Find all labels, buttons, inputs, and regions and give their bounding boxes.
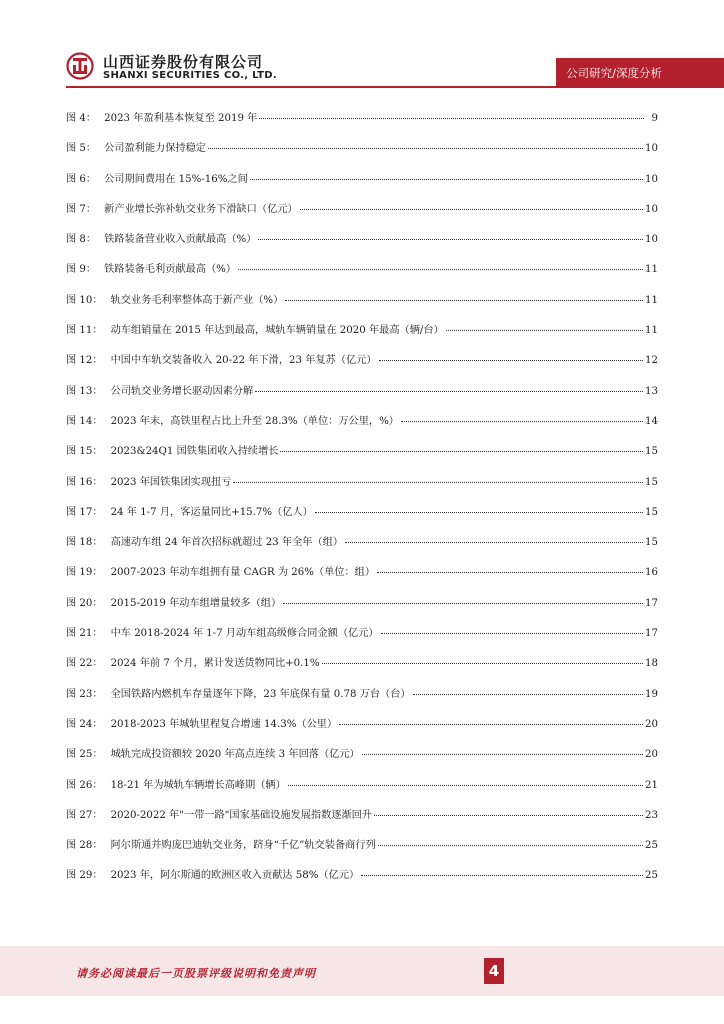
toc-figure-number: 图 8：: [66, 234, 97, 246]
toc-leader-dots: [285, 300, 643, 301]
toc-leader-dots: [208, 148, 643, 149]
toc-figure-title: 2023&24Q1 国铁集团收入持续增长: [110, 446, 279, 458]
toc-page-number: 11: [645, 325, 658, 337]
toc-leader-dots: [255, 391, 643, 392]
toc-page-number: 25: [645, 870, 658, 882]
company-name-cn: 山西证券股份有限公司: [103, 53, 264, 71]
toc-figure-number: 图 12：: [66, 355, 103, 367]
toc-figure-title: 全国铁路内燃机车存量逐年下降，23 年底保有量 0.78 万台（台）: [110, 688, 411, 700]
toc-figure-title: 2023 年末，高铁里程占比上升至 28.3%（单位：万公里，%）: [110, 415, 399, 427]
toc-page-number: 14: [645, 415, 658, 427]
toc-figure-title: 新产业增长弥补轨交业务下滑缺口（亿元）: [104, 203, 298, 215]
toc-leader-dots: [283, 603, 643, 604]
toc-leader-dots: [446, 330, 643, 331]
toc-figure-number: 图 28：: [66, 840, 103, 852]
toc-leader-dots: [381, 633, 643, 634]
toc-figure-number: 图 11：: [66, 325, 103, 337]
toc-leader-dots: [238, 269, 643, 270]
toc-leader-dots: [233, 482, 643, 483]
toc-page-number: 10: [645, 234, 658, 246]
toc-figure-title: 18-21 年为城轨车辆增长高峰期（辆）: [110, 779, 286, 791]
toc-figure-title: 24 年 1-7 月，客运量同比+15.7%（亿人）: [110, 506, 313, 518]
toc-figure-title: 2023 年盈利基本恢复至 2019 年: [104, 113, 258, 124]
company-logo-icon: [66, 52, 94, 80]
toc-entry[interactable]: [66, 139, 658, 169]
toc-figure-number: 图 22：: [66, 658, 103, 670]
toc-figure-number: 图 4：: [66, 113, 97, 124]
toc-page-number: 15: [645, 537, 658, 549]
toc-entry[interactable]: [66, 170, 658, 200]
toc-entry[interactable]: [66, 624, 658, 654]
figure-list: [66, 109, 658, 897]
page-number: 4: [484, 958, 504, 984]
toc-figure-title: 2024 年前 7 个月，累计发送货物同比+0.1%: [110, 658, 320, 670]
toc-page-number: 20: [645, 749, 658, 761]
toc-figure-title: 2020-2022 年"一带一路"国家基础设施发展指数逐渐回升: [110, 809, 373, 821]
toc-page-number: 15: [645, 446, 658, 458]
toc-figure-number: 图 7：: [66, 203, 97, 215]
toc-page-number: 9: [651, 113, 658, 124]
toc-leader-dots: [361, 875, 643, 876]
toc-figure-title: 2023 年国铁集团实现扭亏: [110, 476, 232, 488]
toc-figure-title: 动车组销量在 2015 年达到最高，城轨车辆销量在 2020 年最高（辆/台）: [110, 325, 444, 337]
toc-page-number: 10: [645, 203, 658, 215]
toc-figure-number: 图 15：: [66, 446, 103, 458]
toc-page-number: 10: [645, 143, 658, 155]
toc-entry[interactable]: [66, 321, 658, 351]
toc-page-number: 20: [645, 718, 658, 730]
toc-figure-title: 2023 年，阿尔斯通的欧洲区收入贡献达 58%（亿元）: [110, 870, 360, 882]
toc-entry[interactable]: [66, 715, 658, 745]
toc-leader-dots: [315, 512, 643, 513]
toc-figure-number: 图 21：: [66, 628, 103, 640]
toc-page-number: 16: [645, 567, 658, 579]
toc-entry[interactable]: [66, 382, 658, 412]
toc-figure-number: 图 19：: [66, 567, 103, 579]
toc-figure-title: 轨交业务毛利率整体高于新产业（%）: [110, 294, 284, 306]
toc-entry[interactable]: [66, 473, 658, 503]
toc-entry[interactable]: [66, 291, 658, 321]
toc-figure-title: 铁路装备营业收入贡献最高（%）: [104, 234, 257, 246]
toc-figure-title: 2018-2023 年城轨里程复合增速 14.3%（公里）: [110, 718, 338, 730]
toc-entry[interactable]: [66, 654, 658, 684]
toc-page-number: 13: [645, 385, 658, 397]
toc-leader-dots: [377, 572, 643, 573]
toc-leader-dots: [250, 179, 643, 180]
toc-leader-dots: [259, 118, 644, 119]
toc-figure-title: 公司盈利能力保持稳定: [104, 143, 206, 155]
disclaimer-notice: 请务必阅读最后一页股票评级说明和免责声明: [76, 967, 316, 980]
toc-figure-number: 图 26：: [66, 779, 103, 791]
report-category: 公司研究/深度分析: [556, 58, 724, 88]
toc-figure-number: 图 29：: [66, 870, 103, 882]
toc-figure-title: 阿尔斯通并购庞巴迪轨交业务，跻身“千亿”轨交装备商行列: [110, 840, 376, 852]
toc-figure-title: 2007-2023 年动车组拥有量 CAGR 为 26%（单位：组）: [110, 567, 376, 579]
toc-leader-dots: [288, 785, 643, 786]
toc-figure-title: 城轨完成投资额较 2020 年高点连续 3 年回落（亿元）: [110, 749, 360, 761]
toc-entry[interactable]: [66, 351, 658, 381]
toc-figure-title: 铁路装备毛利贡献最高（%）: [104, 264, 237, 276]
toc-page-number: 11: [645, 264, 658, 276]
toc-entry[interactable]: [66, 200, 658, 230]
toc-figure-number: 图 17：: [66, 506, 103, 518]
header-divider: [66, 86, 658, 88]
toc-leader-dots: [379, 360, 643, 361]
toc-figure-number: 图 16：: [66, 476, 103, 488]
toc-page-number: 17: [645, 628, 658, 640]
toc-page-number: 17: [645, 597, 658, 609]
toc-figure-number: 图 20：: [66, 597, 103, 609]
toc-page-number: 15: [645, 476, 658, 488]
toc-page-number: 25: [645, 840, 658, 852]
toc-leader-dots: [401, 421, 643, 422]
toc-entry[interactable]: [66, 776, 658, 806]
toc-leader-dots: [322, 663, 643, 664]
toc-leader-dots: [280, 451, 643, 452]
toc-entry[interactable]: [66, 230, 658, 260]
toc-page-number: 18: [645, 658, 658, 670]
toc-entry[interactable]: [66, 685, 658, 715]
toc-page-number: 19: [645, 688, 658, 700]
toc-figure-number: 图 6：: [66, 173, 97, 185]
toc-figure-title: 公司期间费用在 15%-16%之间: [104, 173, 248, 185]
toc-page-number: 10: [645, 173, 658, 185]
toc-entry[interactable]: [66, 745, 658, 775]
toc-figure-number: 图 13：: [66, 385, 103, 397]
toc-figure-number: 图 14：: [66, 415, 103, 427]
toc-page-number: 15: [645, 506, 658, 518]
toc-figure-number: 图 10：: [66, 294, 103, 306]
toc-leader-dots: [345, 542, 643, 543]
toc-entry[interactable]: [66, 836, 658, 866]
toc-entry[interactable]: [66, 412, 658, 442]
toc-entry[interactable]: [66, 503, 658, 533]
toc-entry[interactable]: [66, 109, 658, 139]
toc-leader-dots: [300, 209, 643, 210]
toc-figure-title: 中车 2018-2024 年 1-7 月动车组高级修合同金额（亿元）: [110, 628, 379, 640]
toc-figure-number: 图 25：: [66, 749, 103, 761]
toc-page-number: 11: [645, 294, 658, 306]
toc-entry[interactable]: [66, 866, 658, 896]
toc-leader-dots: [362, 754, 643, 755]
toc-page-number: 23: [645, 809, 658, 821]
toc-leader-dots: [258, 239, 643, 240]
toc-figure-number: 图 9：: [66, 264, 97, 276]
toc-figure-title: 2015-2019 年动车组增量较多（组）: [110, 597, 282, 609]
toc-entry[interactable]: [66, 563, 658, 593]
page-footer: [0, 946, 724, 996]
toc-figure-title: 高速动车组 24 年首次招标就超过 23 年全年（组）: [110, 537, 344, 549]
toc-figure-number: 图 18：: [66, 537, 103, 549]
toc-figure-number: 图 27：: [66, 809, 103, 821]
toc-figure-number: 图 5：: [66, 143, 97, 155]
toc-entry[interactable]: [66, 260, 658, 290]
toc-leader-dots: [339, 724, 643, 725]
toc-figure-title: 公司轨交业务增长驱动因素分解: [110, 385, 254, 397]
toc-page-number: 21: [645, 779, 658, 791]
toc-leader-dots: [413, 694, 643, 695]
toc-entry[interactable]: [66, 806, 658, 836]
toc-leader-dots: [378, 845, 643, 846]
toc-page-number: 12: [645, 355, 658, 367]
page-header: [0, 0, 724, 100]
toc-leader-dots: [374, 815, 643, 816]
toc-figure-number: 图 23：: [66, 688, 103, 700]
company-name-en: SHANXI SECURITIES CO., LTD.: [103, 70, 277, 81]
toc-entry[interactable]: [66, 594, 658, 624]
toc-entry[interactable]: [66, 533, 658, 563]
toc-entry[interactable]: [66, 442, 658, 472]
toc-figure-number: 图 24：: [66, 718, 103, 730]
toc-figure-title: 中国中车轨交装备收入 20-22 年下滑，23 年复苏（亿元）: [110, 355, 377, 367]
